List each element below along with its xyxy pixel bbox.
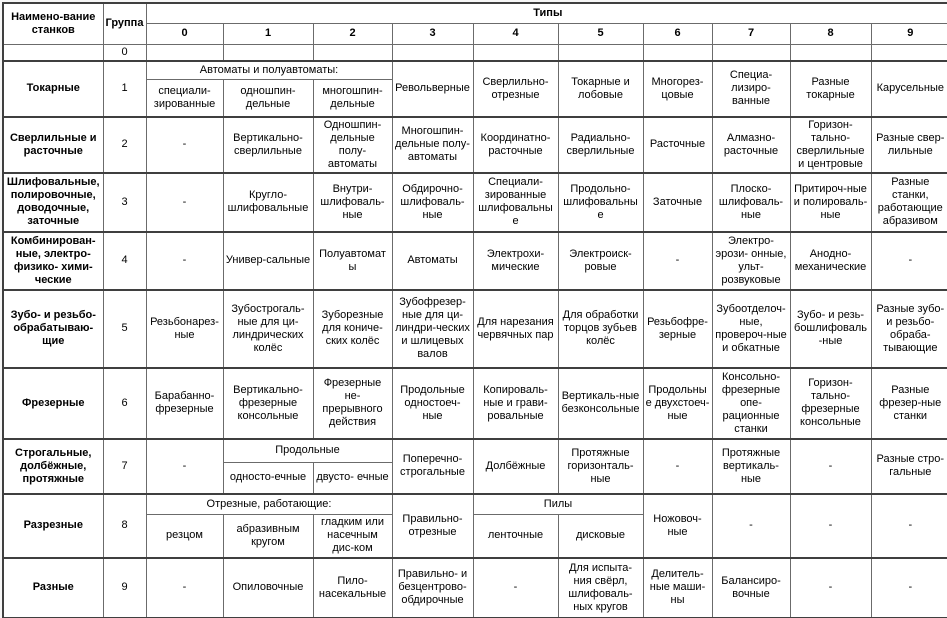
cell-sub: гладким или насечным дис-ком: [313, 515, 392, 558]
type-col-4: 4: [473, 23, 558, 44]
cell-span-otreznye: Отрезные, работающие:: [146, 494, 392, 515]
cell: Вертикаль-ные безконсольные: [558, 368, 643, 439]
cell: Горизон-тально-сверлильные и центровые: [790, 117, 871, 173]
cell: Сверлильно-отрезные: [473, 61, 558, 117]
cell: Обдирочно-шлифоваль-ные: [392, 173, 473, 232]
cell: Радиально-сверлильные: [558, 117, 643, 173]
row-name-4: Комбинирован-ные, электро-физико- хими-ческие: [3, 232, 103, 290]
cell: Продольные одностоеч-ные: [392, 368, 473, 439]
cell: Одношпин-дельные полу-автоматы: [313, 117, 392, 173]
cell: Разные токарные: [790, 61, 871, 117]
cell: Специа-лизиро-ванные: [712, 61, 790, 117]
cell: Расточные: [643, 117, 712, 173]
cell: Внутри-шлифоваль-ные: [313, 173, 392, 232]
row-name-7: Строгальные, долбёжные, протяжные: [3, 439, 103, 494]
cell: Зубострогаль-ные для ци-линдрических колёс: [223, 290, 313, 368]
group-num-4: 4: [103, 232, 146, 290]
cell: Резьбофре-зерные: [643, 290, 712, 368]
group-num-7: 7: [103, 439, 146, 494]
cell: Зубофрезер-ные для ци-линдри-ческих и шлицевых валов: [392, 290, 473, 368]
cell: -: [871, 232, 947, 290]
cell: -: [643, 232, 712, 290]
cell: Многошпин-дельные полу-автоматы: [392, 117, 473, 173]
cell: Электрохи-мические: [473, 232, 558, 290]
row-name-1: Токарные: [3, 61, 103, 117]
col-header-name: Наимено-вание станков: [3, 3, 103, 44]
group-num-5: 5: [103, 290, 146, 368]
cell: Правильно-отрезные: [392, 494, 473, 558]
cell: Копироваль-ные и грави-ровальные: [473, 368, 558, 439]
row-name-2: Сверлильные и расточные: [3, 117, 103, 173]
type-col-9: 9: [871, 23, 947, 44]
cell: Пило-насекальные: [313, 558, 392, 618]
cell: Плоско-шлифоваль-ные: [712, 173, 790, 232]
group-num-3: 3: [103, 173, 146, 232]
cell: Продольно-шлифовальные: [558, 173, 643, 232]
cell: Для нарезания червячных пар: [473, 290, 558, 368]
cell-empty: [790, 44, 871, 61]
cell: -: [871, 494, 947, 558]
machine-tool-classification-table: [2, 2, 947, 618]
row-group-4: [3, 232, 947, 290]
row-group-0: [3, 44, 947, 61]
cell: Кругло-шлифовальные: [223, 173, 313, 232]
cell: Карусельные: [871, 61, 947, 117]
cell: -: [790, 494, 871, 558]
group-num-9: 9: [103, 558, 146, 618]
type-col-0: 0: [146, 23, 223, 44]
cell: Балансиро-вочные: [712, 558, 790, 618]
cell-empty: [712, 44, 790, 61]
cell: Барабанно-фрезерные: [146, 368, 223, 439]
row-name-0: [3, 44, 103, 61]
cell: Долбёжные: [473, 439, 558, 494]
cell: Координатно-расточные: [473, 117, 558, 173]
row-name-3: Шлифовальные, полировочные, доводочные, заточные: [3, 173, 103, 232]
cell: Протяжные горизонталь-ные: [558, 439, 643, 494]
cell: Алмазно-расточные: [712, 117, 790, 173]
group-num-6: 6: [103, 368, 146, 439]
cell: Вертикально-сверлильные: [223, 117, 313, 173]
cell: Специали-зированные шлифовальные: [473, 173, 558, 232]
cell: -: [146, 117, 223, 173]
cell: Ножовоч-ные: [643, 494, 712, 558]
cell-span-pily: Пилы: [473, 494, 643, 515]
cell: Зуборезные для кониче-ских колёс: [313, 290, 392, 368]
type-col-3: 3: [392, 23, 473, 44]
row-group-6: [3, 368, 947, 439]
row-group-5: [3, 290, 947, 368]
cell: Вертикально-фрезерные консольные: [223, 368, 313, 439]
type-col-6: 6: [643, 23, 712, 44]
cell: -: [643, 439, 712, 494]
cell: Разные станки, работающие абразивом: [871, 173, 947, 232]
cell: Резьбонарез-ные: [146, 290, 223, 368]
row-name-9: Разные: [3, 558, 103, 618]
cell-empty: [871, 44, 947, 61]
cell: Полуавтоматы: [313, 232, 392, 290]
cell: Протяжные вертикаль-ные: [712, 439, 790, 494]
cell-span-prodolnye: Продольные: [223, 439, 392, 463]
cell-span-automaty: Автоматы и полуавтоматы:: [146, 61, 392, 80]
type-col-5: 5: [558, 23, 643, 44]
cell: Для испыта-ния свёрл, шлифоваль-ных кругов: [558, 558, 643, 618]
row-group-8: [3, 494, 947, 515]
cell: -: [146, 173, 223, 232]
cell-sub: ленточные: [473, 515, 558, 558]
cell: -: [790, 439, 871, 494]
cell-empty: [643, 44, 712, 61]
cell: Электро-эрози- онные, ульт-розвуковые: [712, 232, 790, 290]
cell: -: [473, 558, 558, 618]
type-col-1: 1: [223, 23, 313, 44]
cell: Разные свер-лильные: [871, 117, 947, 173]
cell: Зубо- и резь-бошлифоваль-ные: [790, 290, 871, 368]
cell: Консольно-фрезерные опе-рационные станки: [712, 368, 790, 439]
cell: Разные зубо- и резьбо-обраба-тывающие: [871, 290, 947, 368]
cell-sub: двусто- ечные: [313, 463, 392, 494]
col-header-group: Группа: [103, 3, 146, 44]
row-name-6: Фрезерные: [3, 368, 103, 439]
row-name-5: Зубо- и резьбо-обрабатываю-щие: [3, 290, 103, 368]
cell-empty: [313, 44, 392, 61]
cell: Горизон-тально-фрезерные консольные: [790, 368, 871, 439]
type-col-8: 8: [790, 23, 871, 44]
cell: Универ-сальные: [223, 232, 313, 290]
group-num-1: 1: [103, 61, 146, 117]
row-group-9: [3, 558, 947, 618]
cell: Токарные и лобовые: [558, 61, 643, 117]
cell: Разные стро-гальные: [871, 439, 947, 494]
cell: Продольные двухстоеч-ные: [643, 368, 712, 439]
group-num-2: 2: [103, 117, 146, 173]
cell: Анодно-механические: [790, 232, 871, 290]
type-col-2: 2: [313, 23, 392, 44]
cell: Автоматы: [392, 232, 473, 290]
cell: Поперечно-строгальные: [392, 439, 473, 494]
cell: Многорез-цовые: [643, 61, 712, 117]
cell-empty: [146, 44, 223, 61]
cell-sub: многошпин-дельные: [313, 80, 392, 117]
row-group-1: [3, 61, 947, 80]
cell-empty: [223, 44, 313, 61]
row-group-7: [3, 439, 947, 463]
cell-sub: одношпин-дельные: [223, 80, 313, 117]
cell: -: [146, 439, 223, 494]
cell: Для обработки торцов зубьев колёс: [558, 290, 643, 368]
cell: Заточные: [643, 173, 712, 232]
row-name-8: Разрезные: [3, 494, 103, 558]
group-num-8: 8: [103, 494, 146, 558]
cell-empty: [473, 44, 558, 61]
cell-empty: [392, 44, 473, 61]
row-group-3: [3, 173, 947, 232]
cell: -: [146, 232, 223, 290]
cell: Зубоотделоч-ные, провероч-ные и обкатные: [712, 290, 790, 368]
type-col-7: 7: [712, 23, 790, 44]
cell-empty: [558, 44, 643, 61]
cell-sub: дисковые: [558, 515, 643, 558]
cell: Делитель-ные маши-ны: [643, 558, 712, 618]
cell: Правильно- и безцентрово-обдирочные: [392, 558, 473, 618]
cell-sub: резцом: [146, 515, 223, 558]
cell-sub: специали-зированные: [146, 80, 223, 117]
cell: -: [712, 494, 790, 558]
cell: Револьверные: [392, 61, 473, 117]
cell-sub: односто-ечные: [223, 463, 313, 494]
cell: Электроиск-ровые: [558, 232, 643, 290]
row-group-2: [3, 117, 947, 173]
cell-sub: абразивным кругом: [223, 515, 313, 558]
cell: Разные фрезер-ные станки: [871, 368, 947, 439]
cell: Опиловочные: [223, 558, 313, 618]
group-num-0: 0: [103, 44, 146, 61]
cell: Притироч-ные и полироваль-ные: [790, 173, 871, 232]
cell: -: [790, 558, 871, 618]
col-header-types: Типы: [146, 3, 947, 23]
cell: -: [871, 558, 947, 618]
cell: Фрезерные не-прерывного действия: [313, 368, 392, 439]
cell: -: [146, 558, 223, 618]
